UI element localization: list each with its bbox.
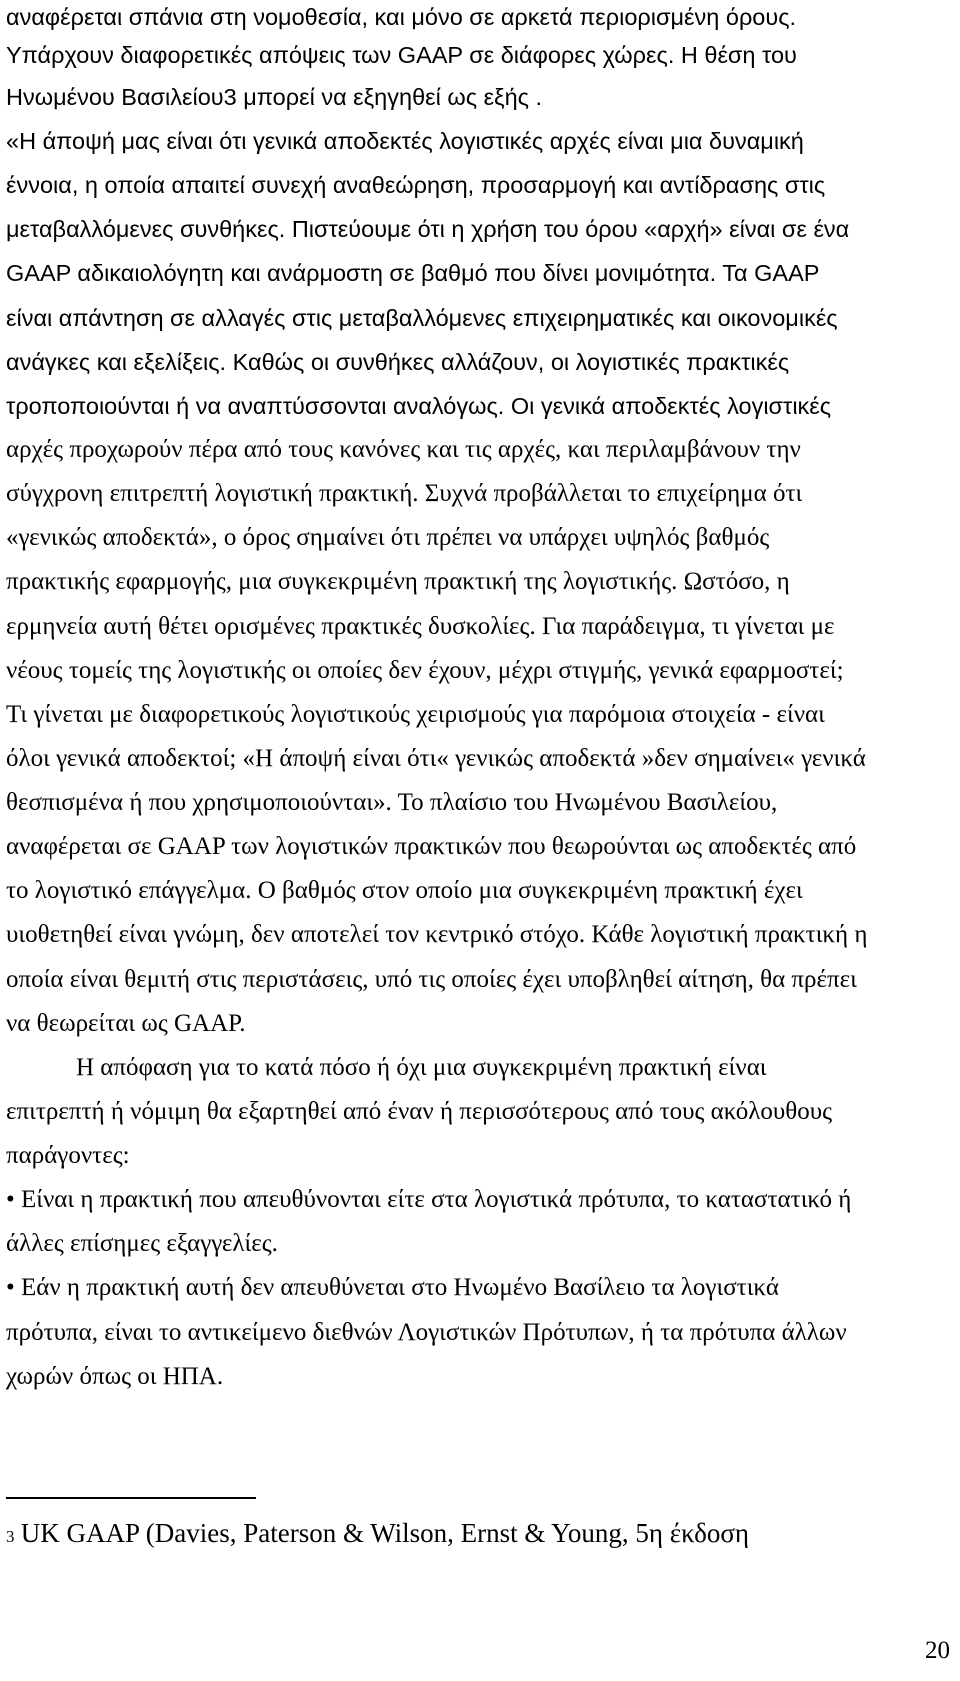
text-line: «Η άποψή μας είναι ότι γενικά αποδεκτές λογιστικές αρχές είναι μια δυναμική bbox=[6, 128, 804, 154]
text-line: παράγοντες: bbox=[6, 1142, 130, 1169]
text-line: έννοια, η οποία απαιτεί συνεχή αναθεώρηση, προσαρμογή και αντίδρασης στις bbox=[6, 172, 826, 198]
text-line: σύγχρονη επιτρεπτή λογιστική πρακτική. Συχνά προβάλλεται το επιχείρημα ότι bbox=[6, 480, 803, 507]
text-line: πρακτικής εφαρμογής, μια συγκεκριμένη πρακτική της λογιστικής. Ωστόσο, η bbox=[6, 568, 790, 595]
text-line: αναφέρεται σε GAAP των λογιστικών πρακτικών που θεωρούνται ως αποδεκτές από bbox=[6, 833, 857, 860]
footnote-mark: 3 bbox=[6, 1527, 15, 1546]
bullet-item: • Είναι η πρακτική που απευθύνονται είτε στα λογιστικά πρότυπα, το καταστατικό ή bbox=[6, 1186, 852, 1213]
text-line: άλλες επίσημες εξαγγελίες. bbox=[6, 1230, 278, 1257]
text-line: νέους τομείς της λογιστικής οι οποίες δεν έχουν, μέχρι στιγμής, γενικά εφαρμοστεί; bbox=[6, 657, 844, 684]
text-line: επιτρεπτή ή νόμιμη θα εξαρτηθεί από έναν ή περισσότερους από τους ακόλουθους bbox=[6, 1098, 833, 1125]
text-line: όλοι γενικά αποδεκτοί; «Η άποψή είναι ότι« γενικώς αποδεκτά »δεν σημαίνει« γενικά bbox=[6, 745, 866, 772]
text-line: οποία είναι θεμιτή στις περιστάσεις, υπό τις οποίες έχει υποβληθεί αίτηση, θα πρέπει bbox=[6, 966, 857, 993]
footnote-separator bbox=[6, 1497, 256, 1499]
text-line: Υπάρχουν διαφορετικές απόψεις των GAAP σε διάφορες χώρες. Η θέση του bbox=[6, 42, 797, 68]
text-line: να θεωρείται ως GAAP. bbox=[6, 1010, 246, 1037]
text-line: Τι γίνεται με διαφορετικούς λογιστικούς χειρισμούς για παρόμοια στοιχεία - είναι bbox=[6, 701, 825, 728]
text-line: Ηνωμένου Βασιλείου3 μπορεί να εξηγηθεί ως εξής . bbox=[6, 84, 543, 110]
paragraph-first-line: Η απόφαση για το κατά πόσο ή όχι μια συγκεκριμένη πρακτική είναι bbox=[76, 1054, 767, 1081]
page-number: 20 bbox=[925, 1637, 950, 1664]
footnote-text: UK GAAP (Davies, Paterson & Wilson, Ernst & Young, 5η έκδοση bbox=[20, 1518, 750, 1548]
text-line: αρχές προχωρούν πέρα από τους κανόνες και τις αρχές, και περιλαμβάνουν την bbox=[6, 436, 801, 463]
footnote bbox=[6, 1516, 749, 1554]
text-line: «γενικώς αποδεκτά», ο όρος σημαίνει ότι πρέπει να υπάρχει υψηλός βαθμός bbox=[6, 524, 770, 551]
text-line: μεταβαλλόμενες συνθήκες. Πιστεύουμε ότι η χρήση του όρου «αρχή» είναι σε ένα bbox=[6, 216, 850, 242]
text-line: χωρών όπως οι ΗΠΑ. bbox=[6, 1363, 224, 1390]
text-line: είναι απάντηση σε αλλαγές στις μεταβαλλόμενες επιχειρηματικές και οικονομικές bbox=[6, 305, 838, 331]
text-line: ανάγκες και εξελίξεις. Καθώς οι συνθήκες αλλάζουν, οι λογιστικές πρακτικές bbox=[6, 349, 790, 375]
text-line: θεσπισμένα ή που χρησιμοποιούνται». Το πλαίσιο του Ηνωμένου Βασιλείου, bbox=[6, 789, 778, 816]
text-line: GAAP αδικαιολόγητη και ανάρμοστη σε βαθμό που δίνει μονιμότητα. Τα GAAP bbox=[6, 260, 820, 286]
text-line: πρότυπα, είναι το αντικείμενο διεθνών Λογιστικών Πρότυπων, ή τα πρότυπα άλλων bbox=[6, 1319, 847, 1346]
text-line: το λογιστικό επάγγελμα. Ο βαθμός στον οποίο μια συγκεκριμένη πρακτική έχει bbox=[6, 877, 803, 904]
text-line: τροποποιούνται ή να αναπτύσσονται αναλόγως. Οι γενικά αποδεκτές λογιστικές bbox=[6, 393, 832, 419]
text-line: υιοθετηθεί είναι γνώμη, δεν αποτελεί τον κεντρικό στόχο. Κάθε λογιστική πρακτική η bbox=[6, 921, 868, 948]
text-line: αναφέρεται σπάνια στη νομοθεσία, και μόνο σε αρκετά περιορισμένη όρους. bbox=[6, 4, 797, 30]
bullet-item: • Εάν η πρακτική αυτή δεν απευθύνεται στο Ηνωμένο Βασίλειο τα λογιστικά bbox=[6, 1274, 779, 1301]
text-line: ερμηνεία αυτή θέτει ορισμένες πρακτικές δυσκολίες. Για παράδειγμα, τι γίνεται με bbox=[6, 613, 835, 640]
